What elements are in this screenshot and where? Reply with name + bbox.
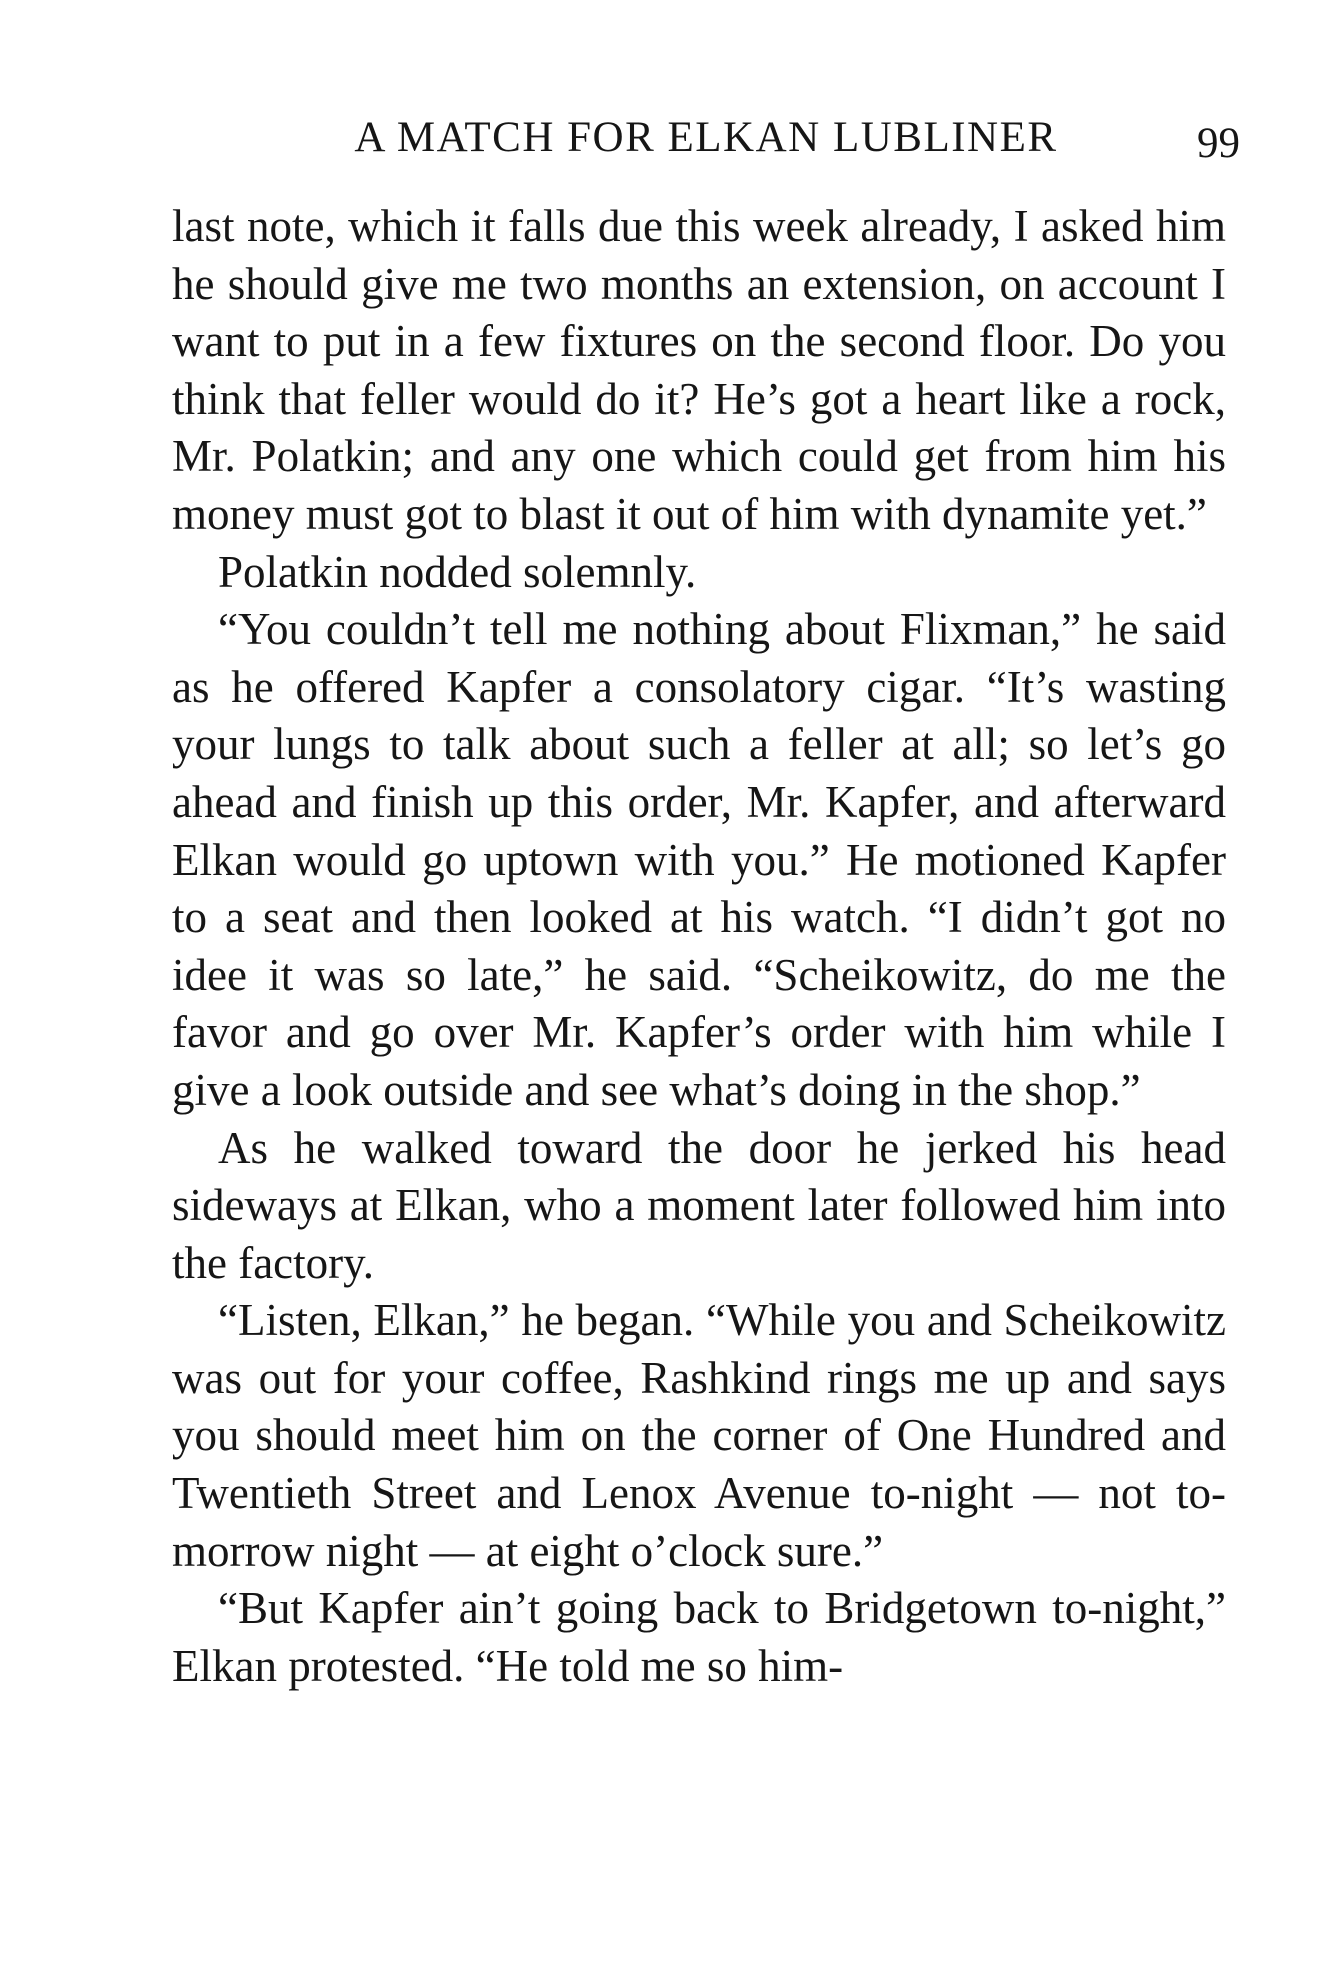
- paragraph: “You couldn’t tell me nothing about Flixman,” he said as he offered Kapfer a consolatory cigar. “It’s wasting your lungs to talk about such a feller at all; so let’s go ahead and finish up this order, Mr. Kapfer, and afterward Elkan would go uptown with you.” He motioned Kapfer to a seat and then looked at his watch. “I didn’t got no idee it was so late,” he said. “Scheikowitz, do me the favor and go over Mr. Kapfer’s order with him while I give a look outside and see what’s doing in the shop.”: [172, 604, 1226, 1115]
- paragraph: “But Kapfer ain’t going back to Bridgetown to-night,” Elkan protested. “He told me so him-: [172, 1583, 1226, 1691]
- running-title: A MATCH FOR ELKAN LUBLINER: [354, 114, 1058, 161]
- page-number: 99: [1197, 120, 1240, 167]
- body-text: [172, 198, 1226, 1695]
- running-head: [172, 112, 1240, 176]
- paragraph: “Listen, Elkan,” he began. “While you and Scheikowitz was out for your coffee, Rashkind rings me up and says you should meet him on the corner of One Hundred and Twentieth Street and Lenox Avenue to-night — not to-morrow night — at eight o’clock sure.”: [172, 1295, 1226, 1576]
- paragraph: Polatkin nodded solemnly.: [218, 546, 697, 597]
- paragraph-continued: last note, which it falls due this week already, I asked him he should give me two months an extension, on account I want to put in a few fixtures on the second floor. Do you think that feller would do it? He’s got a heart like a rock, Mr. Polatkin; and any one which could get from him his money must got to blast it out of him with dynamite yet.”: [172, 201, 1226, 539]
- paragraph: As he walked toward the door he jerked his head sideways at Elkan, who a moment later followed him into the factory.: [172, 1122, 1226, 1288]
